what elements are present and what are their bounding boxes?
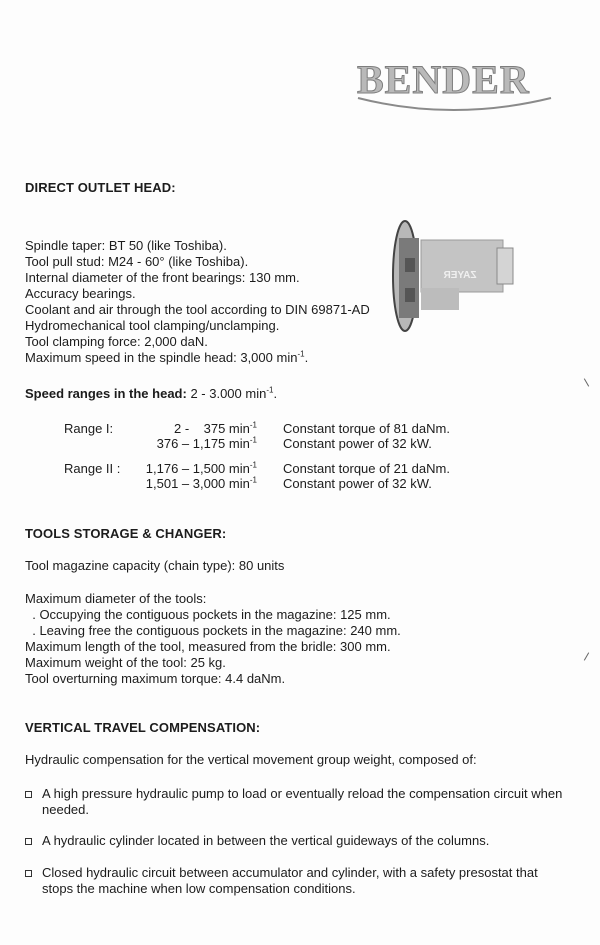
- tool-limit-line: . Occupying the contiguous pockets in the magazine: 125 mm.: [25, 607, 391, 622]
- section-heading-tools-storage: TOOLS STORAGE & CHANGER:: [25, 526, 227, 541]
- speed-ranges-title: Speed ranges in the head: 2 - 3.000 $\min^{-1}$.: [25, 385, 278, 401]
- checkbox-bullet-icon: [25, 838, 32, 845]
- spec-line: Spindle taper: BT 50 (like Toshiba).: [25, 238, 227, 253]
- checkbox-bullet-icon: [25, 870, 32, 877]
- spec-line: Coolant and air through the tool according to DIN 69871-AD: [25, 302, 370, 317]
- image-brand-label: ZAYER: [443, 270, 477, 281]
- spec-line: Internal diameter of the front bearings: 130 mm.: [25, 270, 300, 285]
- scan-mark: [584, 378, 589, 386]
- spec-line: Tool pull stud: M24 - 60° (like Toshiba).: [25, 254, 249, 269]
- tool-limit-line: Maximum length of the tool, measured from the bridle: 300 mm.: [25, 639, 391, 654]
- spindle-spec-list: [25, 238, 385, 366]
- spec-line: Hydromechanical tool clamping/unclamping.: [25, 318, 280, 333]
- bender-logo: [353, 52, 553, 122]
- vertical-travel-intro: Hydraulic compensation for the vertical movement group weight, composed of:: [25, 752, 477, 767]
- spec-line-max-speed: Maximum speed in the spindle head: 3,000 $\min^{-1}$.: [25, 349, 309, 365]
- magazine-capacity: Tool magazine capacity (chain type): 80 units: [25, 558, 285, 573]
- logo-text: BENDER: [357, 57, 530, 102]
- logo-swoosh: [353, 92, 553, 122]
- spec-line: Tool clamping force: 2,000 daN.: [25, 334, 208, 349]
- section-heading-vertical-travel: VERTICAL TRAVEL COMPENSATION:: [25, 720, 261, 735]
- tool-limit-line: Tool overturning maximum torque: 4.4 daNm.: [25, 671, 286, 686]
- tool-limit-line: Maximum diameter of the tools:: [25, 591, 207, 606]
- tool-limit-line: . Leaving free the contiguous pockets in the magazine: 240 mm.: [25, 623, 401, 638]
- scan-mark: [584, 652, 589, 660]
- section-heading-direct-outlet-head: DIRECT OUTLET HEAD:: [25, 180, 176, 195]
- checkbox-bullet-icon: [25, 791, 32, 798]
- tool-limit-line: Maximum weight of the tool: 25 kg.: [25, 655, 226, 670]
- spindle-head-image: [385, 218, 525, 333]
- tool-limits-list: [25, 591, 401, 687]
- spec-line: Accuracy bearings.: [25, 286, 136, 301]
